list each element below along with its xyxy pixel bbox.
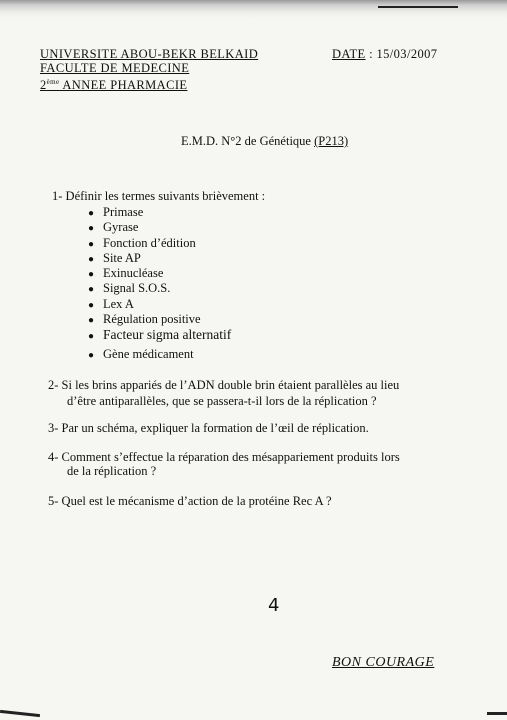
question-4-line-2: de la réplication ? [67,464,157,478]
faculty-name: FACULTE DE MEDECINE [40,61,190,75]
list-item: ● Gène médicament [88,347,194,362]
scan-edge [0,0,507,18]
question-3: 3- Par un schéma, expliquer la formation de l’œil de réplication. [48,421,369,435]
scan-mark [378,6,458,8]
list-item: ● Fonction d’édition [88,235,196,250]
list-item: ● Signal S.O.S. [88,281,171,296]
date-label: DATE [332,47,366,61]
date-value: : 15/03/2007 [365,47,438,61]
university-name: UNIVERSITE ABOU-BEKR BELKAID [40,47,259,61]
course-code: (P213) [314,134,349,148]
study-year: 2ème ANNEE PHARMACIE [40,78,188,93]
exam-date [332,47,437,62]
scan-mark [0,710,40,717]
exam-title: E.M.D. N°2 de Génétique (P213) [181,134,349,148]
question-4-line-1: 4- Comment s’effectue la réparation des mésappariement produits lors [48,450,400,464]
scan-mark [487,712,507,715]
institution-header [40,47,258,92]
closing-message: BON COURAGE [332,655,435,670]
handwritten-page-mark: 4 [268,595,280,616]
term-list [88,205,231,363]
list-item: ● Gyrase [88,220,139,235]
question-5: 5- Quel est le mécanisme d’action de la protéine Rec A ? [48,494,332,508]
list-item: ● Primase [88,205,144,219]
question-1: 1- Définir les termes suivants brièvement : [52,189,266,203]
question-2-line-1: 2- Si les brins appariés de l’ADN double brin étaient parallèles au lieu [48,378,400,392]
question-2-line-2: d’être antiparallèles, que se passera-t-il lors de la réplication ? [67,394,377,408]
list-item: ● Site AP [88,250,141,265]
list-item: ● Lex A [88,296,134,311]
list-item: ● Exinucléase [88,266,164,281]
list-item: ● Régulation positive [88,312,201,327]
list-item: ● Facteur sigma alternatif [88,327,232,343]
